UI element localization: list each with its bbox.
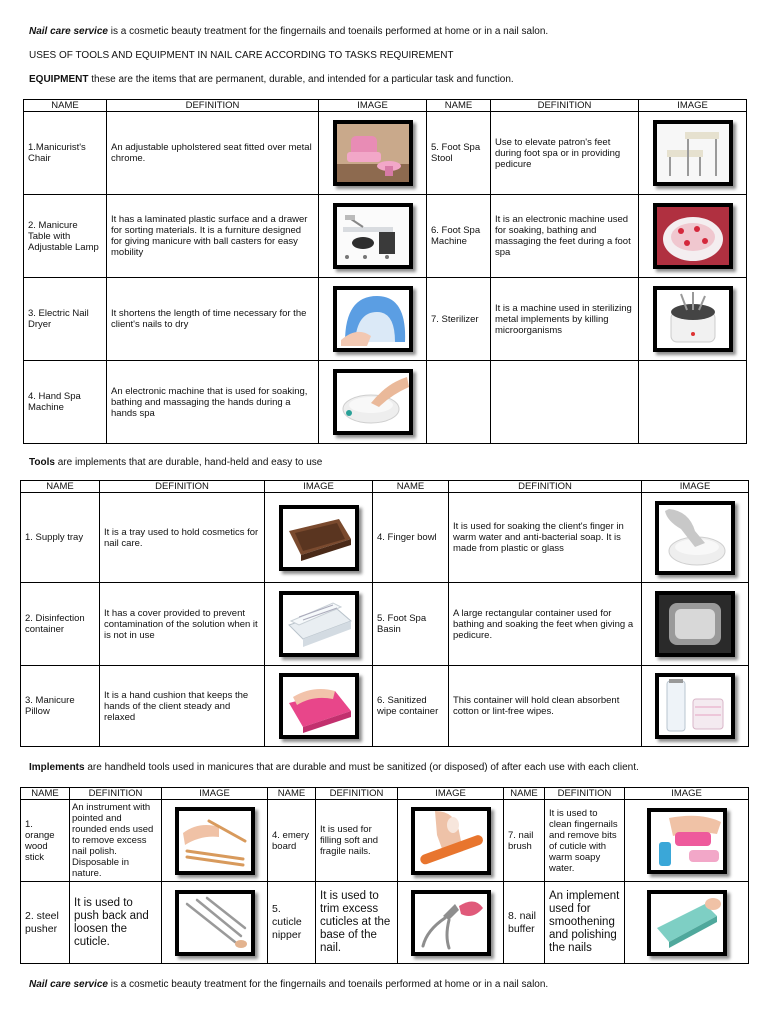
implement-name: 7. nail brush [504, 800, 545, 882]
equipment-name: 1.Manicurist's Chair [24, 112, 107, 195]
equipment-name: 4. Hand Spa Machine [24, 361, 107, 444]
wipe-container-image [655, 673, 735, 739]
tool-definition: This container will hold clean absorbent cotton or lint-free wipes. [449, 666, 642, 747]
col-header-image: IMAGE [639, 100, 747, 112]
equipment-name: 6. Foot Spa Machine [427, 195, 491, 278]
image-cell [162, 800, 268, 882]
tool-name: 4. Finger bowl [373, 493, 449, 583]
col-header-definition: DEFINITION [545, 788, 625, 800]
col-header-image: IMAGE [398, 788, 504, 800]
intro-paragraph [29, 26, 748, 38]
equipment-intro [29, 74, 748, 86]
tools-table [20, 480, 749, 747]
col-header-definition: DEFINITION [449, 481, 642, 493]
col-header-image: IMAGE [642, 481, 749, 493]
table-row [24, 112, 747, 195]
equipment-definition: It has a laminated plastic surface and a drawer for sorting materials. It is a furniture designed for giving manicure with ball casters for easy mobility [107, 195, 319, 278]
col-header-definition: DEFINITION [100, 481, 265, 493]
image-cell [319, 112, 427, 195]
implement-definition: An implement used for smoothening and polishing the nails [545, 882, 625, 964]
col-header-definition: DEFINITION [107, 100, 319, 112]
col-header-name: NAME [21, 481, 100, 493]
equipment-definition: An electronic machine that is used for soaking, bathing and massaging the hands during a hands spa [107, 361, 319, 444]
orange-wood-stick-image [175, 807, 255, 875]
nail-brush-image [647, 808, 727, 874]
implement-name: 5. cuticle nipper [268, 882, 316, 964]
equipment-definition: It shortens the length of time necessary for the client's nails to dry [107, 278, 319, 361]
foot-spa-machine-image [653, 203, 733, 269]
col-header-name: NAME [427, 100, 491, 112]
equipment-name: 3. Electric Nail Dryer [24, 278, 107, 361]
nail-dryer-image [333, 286, 413, 352]
implements-header-row [21, 788, 749, 800]
tool-name: 1. Supply tray [21, 493, 100, 583]
emery-board-image [411, 807, 491, 875]
intro-rest: is a cosmetic beauty treatment for the fingernails and toenails performed at home or in a nail salon. [107, 26, 549, 37]
equipment-rest: these are the items that are permanent, durable, and intended for a particular task and function. [88, 74, 514, 85]
image-cell [319, 278, 427, 361]
implement-name: 2. steel pusher [21, 882, 70, 964]
tool-definition: A large rectangular container used for bathing and soaking the feet when giving a pedicure. [449, 583, 642, 666]
implements-lead: Implements [29, 762, 85, 773]
tool-name: 2. Disinfection container [21, 583, 100, 666]
image-cell [398, 800, 504, 882]
image-cell [162, 882, 268, 964]
col-header-name: NAME [373, 481, 449, 493]
manicure-table-image [333, 203, 413, 269]
implement-definition: An instrument with pointed and rounded ends used to remove excess nail polish. Disposable in nature. [70, 800, 162, 882]
equipment-lead: EQUIPMENT [29, 74, 89, 85]
image-cell [642, 493, 749, 583]
image-cell [265, 493, 373, 583]
image-cell-empty [639, 361, 747, 444]
equipment-name: 2. Manicure Table with Adjustable Lamp [24, 195, 107, 278]
col-header-image: IMAGE [265, 481, 373, 493]
image-cell [265, 583, 373, 666]
table-row [21, 800, 749, 882]
image-cell [625, 882, 749, 964]
col-header-image: IMAGE [319, 100, 427, 112]
image-cell [319, 361, 427, 444]
manicurist-chair-image [333, 120, 413, 186]
col-header-image: IMAGE [625, 788, 749, 800]
finger-bowl-image [655, 501, 735, 575]
outro-rest: is a cosmetic beauty treatment for the fingernails and toenails performed at home or in a nail salon. [107, 979, 549, 990]
equipment-definition: An adjustable upholstered seat fitted over metal chrome. [107, 112, 319, 195]
image-cell [625, 800, 749, 882]
implements-table [20, 787, 749, 964]
implement-definition: It is used to clean fingernails and remove bits of cuticle with warm soapy water. [545, 800, 625, 882]
implement-definition: It is used for filling soft and fragile nails. [316, 800, 398, 882]
tool-definition: It is used for soaking the client's finger in warm water and anti-bacterial soap. It is made from plastic or glass [449, 493, 642, 583]
tool-definition: It is a tray used to hold cosmetics for nail care. [100, 493, 265, 583]
sterilizer-image [653, 286, 733, 352]
table-row [24, 361, 747, 444]
col-header-name: NAME [268, 788, 316, 800]
equipment-name-empty [427, 361, 491, 444]
image-cell [642, 666, 749, 747]
implement-definition: It is used to push back and loosen the cuticle. [70, 882, 162, 964]
implement-name: 8. nail buffer [504, 882, 545, 964]
disinfection-container-image [279, 591, 359, 657]
image-cell [639, 278, 747, 361]
intro-lead: Nail care service [29, 26, 108, 37]
table-row [21, 583, 749, 666]
equipment-definition: It is a machine used in sterilizing metal implements by killing microorganisms [491, 278, 639, 361]
supply-tray-image [279, 505, 359, 571]
equipment-definition: It is an electronic machine used for soaking, bathing and massaging the feet during a foot spa [491, 195, 639, 278]
foot-spa-stool-image [653, 120, 733, 186]
nail-buffer-image [647, 890, 727, 956]
hand-spa-machine-image [333, 369, 413, 435]
implement-name: 4. emery board [268, 800, 316, 882]
equipment-definition: Use to elevate patron's feet during foot spa or in providing pedicure [491, 112, 639, 195]
implements-intro [29, 762, 748, 774]
col-header-definition: DEFINITION [70, 788, 162, 800]
col-header-name: NAME [504, 788, 545, 800]
manicure-pillow-image [279, 673, 359, 739]
table-row [24, 278, 747, 361]
equipment-definition-empty [491, 361, 639, 444]
col-header-definition: DEFINITION [316, 788, 398, 800]
page-heading: USES OF TOOLS AND EQUIPMENT IN NAIL CARE ACCORDING TO TASKS REQUIREMENT [29, 50, 454, 61]
image-cell [265, 666, 373, 747]
tools-header-row [21, 481, 749, 493]
cuticle-nipper-image [411, 890, 491, 956]
equipment-name: 7. Sterilizer [427, 278, 491, 361]
tool-definition: It has a cover provided to prevent contamination of the solution when it is not in use [100, 583, 265, 666]
tool-name: 3. Manicure Pillow [21, 666, 100, 747]
foot-spa-basin-image [655, 591, 735, 657]
tool-definition: It is a hand cushion that keeps the hands of the client steady and relaxed [100, 666, 265, 747]
implements-rest: are handheld tools used in manicures that are durable and must be sanitized (or disposed) of after each use with each client. [84, 762, 639, 773]
table-row [21, 493, 749, 583]
table-row [21, 882, 749, 964]
outro-lead: Nail care service [29, 979, 108, 990]
implement-definition: It is used to trim excess cuticles at the base of the nail. [316, 882, 398, 964]
equipment-name: 5. Foot Spa Stool [427, 112, 491, 195]
tools-intro [29, 457, 748, 469]
equipment-table [23, 99, 747, 444]
col-header-definition: DEFINITION [491, 100, 639, 112]
image-cell [639, 112, 747, 195]
tools-lead: Tools [29, 457, 55, 468]
col-header-name: NAME [21, 788, 70, 800]
image-cell [319, 195, 427, 278]
tool-name: 6. Sanitized wipe container [373, 666, 449, 747]
table-row [24, 195, 747, 278]
image-cell [642, 583, 749, 666]
outro-paragraph [29, 979, 748, 991]
image-cell [398, 882, 504, 964]
implement-name: 1. orange wood stick [21, 800, 70, 882]
table-row [21, 666, 749, 747]
col-header-name: NAME [24, 100, 107, 112]
tool-name: 5. Foot Spa Basin [373, 583, 449, 666]
col-header-image: IMAGE [162, 788, 268, 800]
tools-rest: are implements that are durable, hand-held and easy to use [54, 457, 323, 468]
image-cell [639, 195, 747, 278]
equipment-header-row [24, 100, 747, 112]
steel-pusher-image [175, 890, 255, 956]
